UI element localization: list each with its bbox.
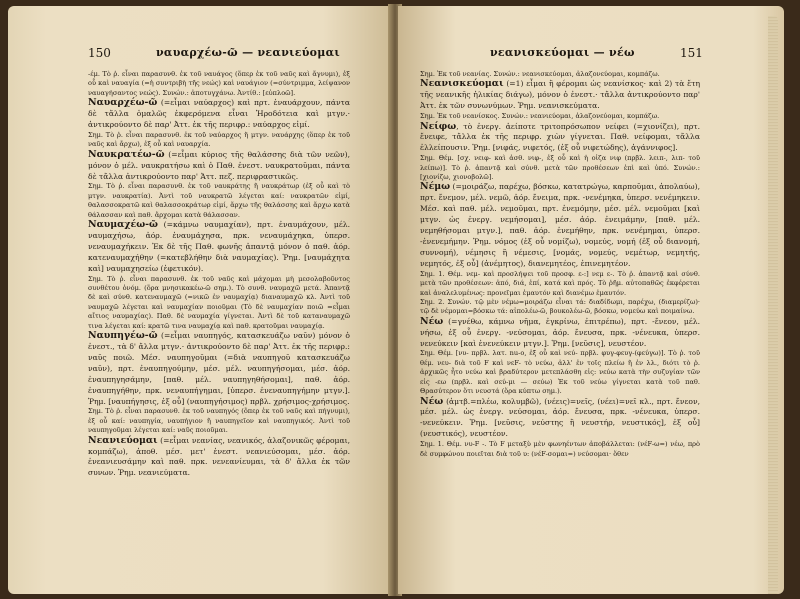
entry-paragraph: Ναυπηγέω-ῶ (=εἶμαι ναυπηγός, κατασκευάζω ναῦν) μόνον ὁ ἐνεστ., τὰ δ' ἄλλα μτγν.· ἀντικρούοντο δὲ παρ' Ἀττ. ἐκ τῆς περιφρ.: ναῦς ποιῶ. Μέσ. ναυπηγοῦμαι (=διὰ ναυπηγοῦ κατασκευάζω ναῦν), πρτ. ἐναυπηγούμην, μέσ. μέλ. ναυπηγήσομαι, μέσ. ἀόρ. ἐναυπηγησάμην, [παθ. μέλ. ναυπηγηθήσομαι], παθ. ἀόρ. ἐναυπηγήθην, πρκ. νεναυπήγημαι, [ὑπερσ. ἐνεναυπηγήμην μτγν.]. Ῥημ. [ναυπήγησις, ἐξ οὗ] (ναυπηγήσιμος) πρβλ. χρήσιμος-χρήσιμος. <box>88 330 350 406</box>
entry-paragraph: Νέω (ἀμτβ.=πλέω, κολυμβῶ), (νέεις)=νεῖς, (νέει)=νεῖ κλ., πρτ. ἔνεον, μέσ. μέλ. ὡς ἐνεργ. νεύσομαι, ἀόρ. ἔνευσα, πρκ. -νένευκα, ὑπερσ. -νενεύκειν. Ῥημ. [νεῦσις, νεύστης ἢ νευστήρ, νευστικός], ἐξ οὗ] (νευστικός), νευστέον. <box>420 395 700 439</box>
entry-paragraph: Νεανισκεύομαι (=1) εἶμαι ἢ φέρομαι ὡς νεανίσκος· καὶ 2) τὰ ἔτη τῆς νεανικῆς ἡλικίας διάγω), μόνον ὁ ἐνεστ.· τἄλλα ἀντικρούοντο παρ' Ἀττ. ἐκ τῶν συνωνύμων. Ῥημ. νεανισκεύματα. <box>420 78 700 111</box>
headword: Ναυπηγέω-ῶ <box>88 330 158 342</box>
note-paragraph: Σημ. 1. Θέμ. νεμ- καὶ προσλήψει τοῦ προσφ. ε-:] νεμ ε-. Τὸ ῥ. ἀπαντᾷ καὶ σύνθ. μετὰ τῶν προθέσεων: ἀπό, διά, ἐπί, κατά καὶ πρός. Τὸ ῥῆμ. αὐτοπαθῶς ἐκφέρεται καὶ ἀναλελυμένως: προνεῖμαι ἐμαυτόν καὶ διανέμω ἐμαυτόν. <box>420 269 700 297</box>
running-head: ναυαρχέω-ῶ — νεανιεύομαι <box>156 46 341 59</box>
page-edge <box>768 16 778 594</box>
note-paragraph: Σημ. 1. Θέμ. νυ-F -. Τὸ F μεταξὺ μὲν φωνηέντων ἀποβάλλεται: (νέF-ω=) νέω, πρὸ δὲ συμφώνου ποιεῖται διὰ τοῦ υ: (νέF-σομαι=) νεύσομαι· ὅθεν <box>420 440 700 458</box>
entry-paragraph: Ναυμαχέω-ῶ (=κάμνω ναυμαχίαν), πρτ. ἐναυμάχουν, μέλ. ναυμαχήσω, ἀόρ. ἐναυμάχησα, πρκ. νεναυμάχηκα, ὑπερσ. νεναυμαχήκειν. Ἐκ δὲ τῆς Παθ. φωνῆς ἀπαντᾷ μόνον ὁ παθ. ἀόρ. κατεναυμαχήθην (=κατεβλήθην διὰ ναυμαχίας). Ῥημ. [ναυμάχητα καὶ] ναυμαχησείω (ἐφετικόν). <box>88 219 350 273</box>
page-number: 150 <box>88 46 111 60</box>
right-page-text <box>420 70 700 459</box>
note-paragraph: Σημ. Θέμ. [νυ- πρβλ. λατ. nu-o, ἐξ οὗ καὶ νεύ- πρβλ. φυγ-φευγ-(φεύγω)]. Τὸ ῥ. τοῦ θέμ. νευ- διὰ τοῦ F καὶ νεF- τὸ νεύω, ἀλλ' ἐν τοῖς πλείω ἢ ἐν λλ., διότι τὸ ῥ. ἀρχικῶς ἦτο νεύω καὶ βραδύτερον μετεπλάσθη εἰς: νεύω κατὰ τὴν συζυγίαν τῶν εἰς -εω (πρβλ. καὶ σεύ-μι — σεύω) Ἐκ τοῦ νεύω γίγνεται κατὰ τοῦ παθ. Θρασύτερον ὅτι νευστά (ὅρα κύπτω σημ.). <box>420 349 700 396</box>
headword: Νεανισκεύομαι <box>420 78 504 90</box>
headword: Νέω <box>420 315 444 327</box>
headword: Νεανιεύομαι <box>88 434 158 446</box>
headword: Ναυαρχέω-ῶ <box>88 97 158 109</box>
note-paragraph: Σημ. Ἐκ τοῦ νεανίσκος. Συνών.: νεανιεύομαι, ἀλαζονεύομαι, κομπάζω. <box>420 112 660 121</box>
note-paragraph: -έμ. Τὸ ῥ. εἶναι παρασυνθ. ἐκ τοῦ ναυάγος (ὅπερ ἐκ τοῦ ναῦς καὶ ἄγνυμι), ἐξ οὗ καὶ ναυαγία (=ἡ συντριβὴ τῆς νεώς) καὶ ναυάγιον (=σύντριμμα, λείψανον ναυαγήσαντος νεώς). Συνών.: ἀποτυγχάνω. Ἀντίθ.: [εὐπλοῶ]. <box>88 70 350 97</box>
right-page <box>398 6 784 594</box>
entry-paragraph: Ναυαρχέω-ῶ (=εἶμαι ναύαρχος) καὶ πρτ. ἐναυάρχουν, πάντα δὲ τἄλλα ὁμαλῶς ἐκφερόμενα εἶναι Ἡροδότεια καὶ μτγν.· ἀντικρούοντο δὲ παρ' Ἀττ. ἐκ τῆς περιφρ.: ναύαρχος εἰμί. <box>88 97 350 130</box>
entry-paragraph: Νείφω, τὸ ἐνεργ. ἀείποτε τριτοπρόσωπον νείφει (=χιονίζει), πρτ. ἔνειφε, τἄλλα ἐκ τῆς περιφρ. χιὼν γίγνεται. Παθ. νείφομαι, τἄλλα ἐλλείπουσιν. Ῥημ. [νιφάς, νιφετός, (ἐξ οὗ νιφετώδης), ἀγάννιφος]. <box>420 120 700 153</box>
headword: Νέω <box>420 395 444 407</box>
note-paragraph: Σημ. Ἐκ τοῦ νεανίας. Συνών.: νεανισκεύομαι, ἀλαζονεύομαι, κομπάζω. <box>420 70 660 78</box>
note-paragraph: Σημ. 2. Συνών. τῷ μὲν νέμω=μοιράζω εἶναι τά: διαδίδωμι, παρέχω, (διαμερίζω)· τῷ δὲ νέμομαι=βόσκω τά: αἰπολέω-ῶ, βουκολέω-ῶ, βόσκω, νομεύω καὶ ποιμαίνω. <box>420 297 700 316</box>
note-paragraph: Σημ. Τὸ ῥ. εἶναι παρασυνθ. ἐκ τοῦ ναυκράτης ἢ ναυκράτωρ (ἐξ οὗ καὶ τὸ μτγν. ναυκρατία). Ἀντὶ τοῦ ναυκρατῶ λέγεται καί: ναυκρατῶν εἰμί, θαλασσοκρατῶ καὶ θαλασσοκράτωρ εἰμί, ἄρχω τῆς θαλάσσης καὶ ἄρχω κατὰ θάλασσαν καὶ παθ. ἄρχομαι κατὰ θάλασσαν. <box>88 182 350 219</box>
headword: Ναυκρατέω-ῶ <box>88 148 165 160</box>
entry-paragraph: Νέω (=γνέθω, κάμνω νῆμα, ἐγκρίνω, ἐπιτρέπω), πρτ. -ἔνεον, μέλ. νήσω, ἐξ οὗ ἐνεργ. -νεύσομαι, ἀόρ. ἔνευσα, πρκ. -νένευκα, ὑπερσ. νενεύκειν [καὶ ἐνενεύκειν μτγν.]. Ῥημ. [νεῦσις], νευστέον. <box>420 315 700 348</box>
headword: Νέμω <box>420 181 451 193</box>
note-paragraph: Σημ. Τὸ ῥ. εἶναι παρασυνθ. ἐκ τοῦ ναυπηγός (ὅπερ ἐκ τοῦ ναῦς καὶ πήγνυμι), ἐξ οὗ καί: ναυπηγία, ναυπήγιον ἢ ναυπηγεῖον καὶ ναυπηγικός. Ἀντὶ τοῦ ναυπηγοῦμαι λέγεται καί: ναῦς ποιοῦμαι. <box>88 407 350 435</box>
note-paragraph: Σημ. Θέμ. [σχ. νειφ- καὶ ἀσθ. νιφ-, ἐξ οὗ καὶ ἡ οἰζα νιφ (πρβλ. λειπ-, λιπ- τοῦ λείπω)]. Τὸ ῥ. ἀπαντᾷ καὶ σύνθ. μετὰ τῶν προθέσεων ἐπὶ καὶ ὑπό. Συνών.: [χιονίζω, χιονοβολῶ]. <box>420 154 700 182</box>
entry-paragraph: Ναυκρατέω-ῶ (=εἶμαι κύριος τῆς θαλάσσης διὰ τῶν νεῶν), μόνον ὁ μέλ. ναυκρατήσω καὶ ὁ Παθ. ἐνεστ. ναυκρατοῦμαι, πάντα δὲ τἄλλα ἀντικρούοντο παρ' Ἀττ. πεζ. περιφραστικῶς. <box>88 148 350 181</box>
note-paragraph: Σημ. Τὸ ῥ. εἶναι παρασυνθ. ἐκ τοῦ ναύαρχος ἢ μτγν. ναυάρχης (ὅπερ ἐκ τοῦ ναῦς καὶ ἄρχω), ἐξ οὗ καὶ ναυαρχία. <box>88 130 350 149</box>
headword: Ναυμαχέω-ῶ <box>88 219 158 231</box>
left-page <box>8 6 392 594</box>
headword: Νείφω <box>420 120 457 132</box>
entry-paragraph: Νεανιεύομαι (=εἶμαι νεανίας, νεανικός, ἀλαζονικῶς φέρομαι, κομπάζω), ἀποθ. μέσ. μετ' ἐνεστ. νεανιεύσομαι, μέσ. ἀόρ. ἐνεανιευσάμην καὶ παθ. πρκ. νενεανίευμαι, τὰ δ' ἄλλα ἐκ τῶν συνων. Ῥημ. νεανιεύματα. <box>88 434 350 478</box>
entry-paragraph: Νέμω (=μοιράζω, παρέχω, βόσκω, κατατρώγω, καρποῦμαι, ἀπολαύω), πρτ. ἔνεμον, μέλ. νεμῶ, ἀόρ. ἔνειμα, πρκ. -νενέμηκα, ὑπερσ. νενέμηκειν. Μέσ. καὶ παθ. μέλ. νεμοῦμαι, πρτ. ἐνεμόμην, μέσ. μέλ. νεμοῦμαι [καὶ μτγν. ὡς ἐνεργ. νεμήσομαι], μέσ. ἀόρ. ἐνειμάμην, [παθ. μέλ. νεμηθήσομαι μτγν.], παθ. ἀόρ. ἐνεμήθην, πρκ. νενέμημαι, ὑπερσ. -ἐνενεμήμην. Ῥημ. νόμος (ἐξ οὗ νομίζω), νομεύς, νομή (ἐξ οὗ διανομή, συννομή), νέμησις ἢ νέμεσις, [νομάς, νομεύς, νεμέτωρ, νεμητής, νεμητός, ἐξ οὗ] (ἀνέμητος), διανεμητέος, ἐπινεμητέον. <box>420 181 700 268</box>
running-head: νεανισκεύομαι — νέω <box>490 46 635 59</box>
note-paragraph: Σημ. Τὸ ῥ. εἶναι παρασυνθ. ἐκ τοῦ ναῦς καὶ μάχομαι μὴ μεσολαβοῦντος συνθέτου ὀνόμ. (ὅρα μνησικακέω-ῶ σημ.). Τὸ συνθ. ναυμαχῶ μετά. Ἀπαντᾷ δὲ καὶ σύνθ. κατεναυμαχῶ (=νικῶ ἐν ναυμαχίᾳ) διαναυμαχῶ κλ. Ἀντὶ τοῦ ναυμαχῶ λέγεται καὶ ναυμαχίαν ποιοῦμαι (Τὸ δὲ ναυμαχίαν ποιῶ =εἶμαι αἴτιος ναυμαχίας). Παθ. δὲ ναυμαχία γίγνεται. Ἀντὶ δὲ τοῦ καταναυμαχῶ τινα λέγεται καί: κρατῶ τινα ναυμαχίᾳ καὶ παθ. κρατοῦμαι ναυμαχίᾳ. <box>88 274 350 330</box>
left-page-text <box>88 70 350 479</box>
page-number: 151 <box>680 46 703 60</box>
